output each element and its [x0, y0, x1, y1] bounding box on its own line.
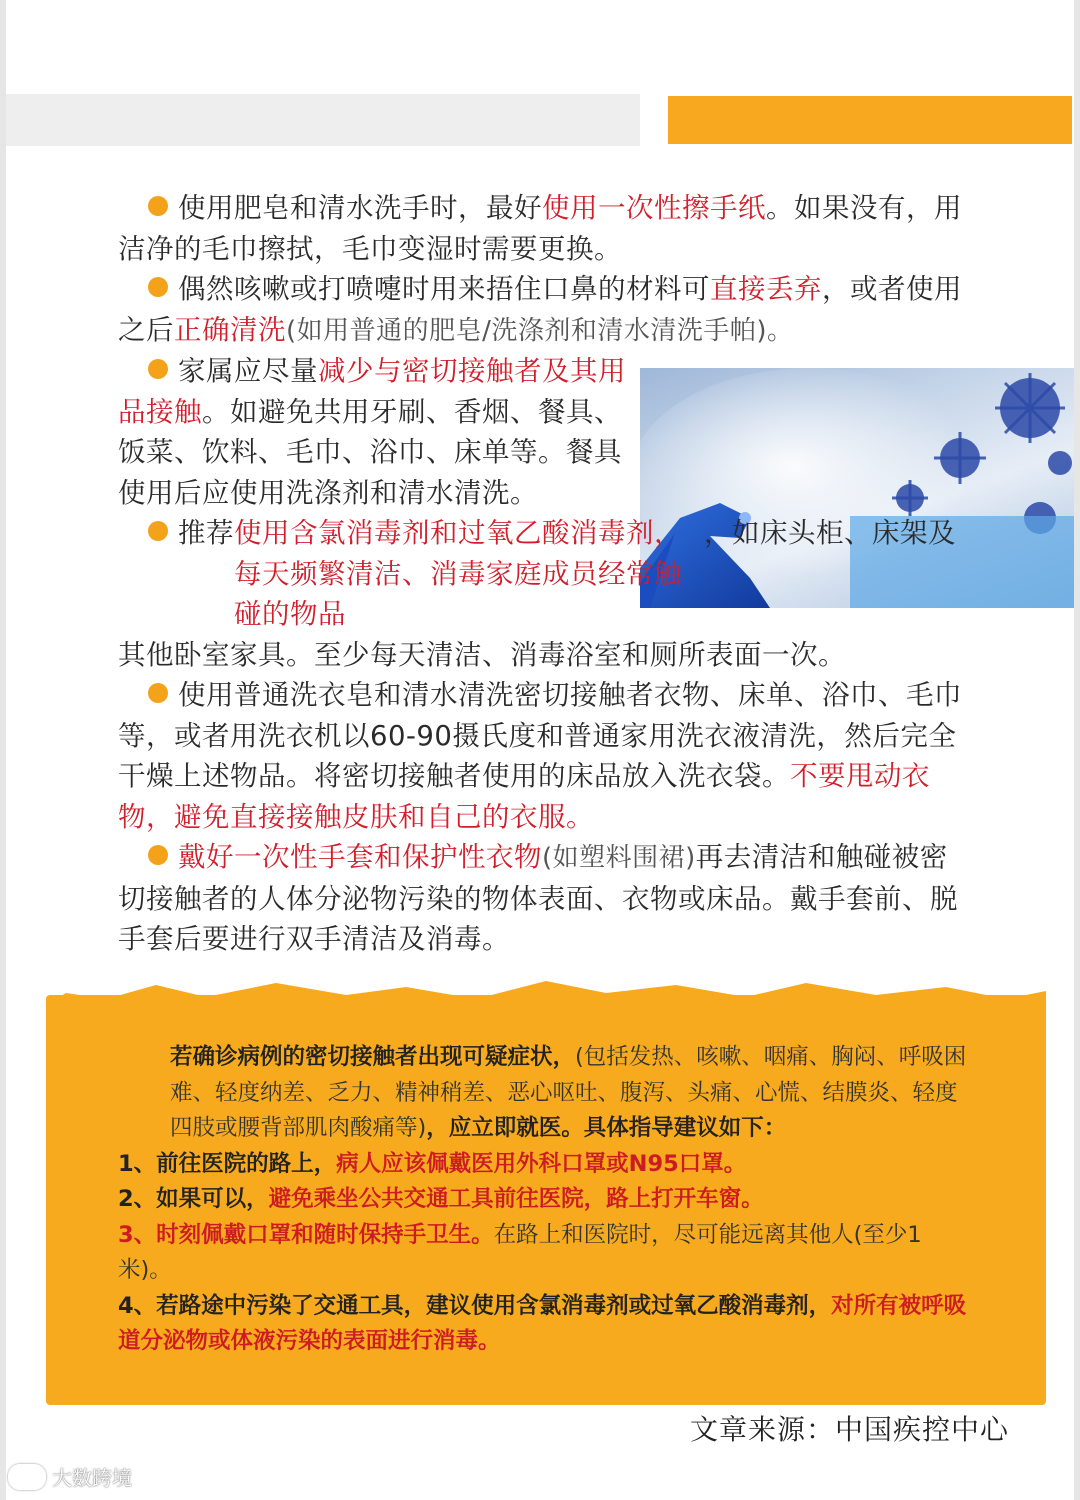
highlight-text: 不要甩动衣物，避免直接接触皮肤和自己的衣服。 [118, 760, 930, 833]
text: 。如避免共用牙刷、香烟、餐具、饭菜、饮料、毛巾、浴巾、床单等。餐具使用后应使用洗涤剂和清水清洗。 [118, 395, 622, 509]
box-intro [118, 1040, 968, 1147]
watermark-text: 大数跨境 [52, 1466, 132, 1490]
text: 使用普通洗衣皂和清水清洗密切接触者衣物、床单、浴巾、毛巾等，或者用洗衣机以60-90摄氏度和普通家用洗衣液清洗，然后完全干燥上述物品。将密切接触者使用的床品放入洗衣袋。 [118, 679, 962, 792]
paragraph-5 [118, 675, 968, 837]
box-item-3 [118, 1218, 968, 1289]
paragraph-4 [118, 513, 968, 675]
bullet-icon [148, 277, 168, 297]
paragraph-6 [118, 837, 968, 960]
text: 推荐 [178, 517, 234, 549]
box-item-1 [118, 1147, 968, 1183]
header-orange-bar [668, 96, 1072, 144]
item-prefix: 1、前往医院的路上， [118, 1150, 337, 1177]
header-gray-bar [6, 94, 640, 146]
highlight-text: 使用一次性擦手纸 [542, 192, 766, 224]
intro-bold: 若确诊病例的密切接触者出现可疑症状， [170, 1044, 576, 1070]
text: ，如床头柜、床架及其他卧室家具。至少每天清洁、消毒浴室和厕所表面一次。 [118, 517, 956, 671]
highlight-text: 减少与密切接触者及其用品接触 [118, 355, 626, 428]
text: 再去清洁和触碰被密切接触者的人体分泌物污染的物体表面、衣物或床品。戴手套前、脱手套后要进行双手清洁及消毒。 [118, 841, 958, 955]
watermark [8, 1462, 132, 1491]
item-highlight: 避免乘坐公共交通工具前往医院，路上打开车窗。 [268, 1186, 764, 1212]
item-highlight: 对所有被呼吸道分泌物或体液污染的表面进行消毒。 [118, 1292, 967, 1354]
speech-bubble-logo-icon [8, 1464, 46, 1490]
item-text: 在路上和医院时，尽可能远离其他人(至少1米)。 [118, 1221, 922, 1283]
article-source: 文章来源：中国疾控中心 [690, 1413, 1010, 1446]
left-border [0, 0, 6, 1500]
text: 家属应尽量 [178, 355, 318, 387]
main-content [118, 188, 968, 960]
bullet-icon [148, 521, 168, 541]
item-highlight: 3、时刻佩戴口罩和随时保持手卫生。 [118, 1221, 494, 1248]
text: 偶然咳嗽或打喷嚏时用来捂住口鼻的材料可 [178, 273, 710, 305]
paragraph-1 [118, 188, 968, 269]
box-item-4 [118, 1289, 968, 1360]
symptom-advice-text [118, 1040, 968, 1360]
text: 。如果没有，用洁净的毛巾擦拭，毛巾变湿时需要更换。 [118, 192, 962, 265]
paragraph-3 [118, 351, 638, 513]
item-prefix: 2、如果可以， [118, 1186, 269, 1212]
note-text: (如用普通的肥皂/洗涤剂和清水清洗手帕)。 [286, 315, 794, 346]
text: 使用肥皂和清水洗手时，最好 [178, 192, 542, 224]
bullet-icon [148, 845, 168, 865]
intro-end: ，应立即就医。具体指导建议如下： [426, 1115, 787, 1141]
item-prefix: 4、若路途中污染了交通工具，建议使用含氯消毒剂或过氧乙酸消毒剂， [118, 1292, 832, 1319]
right-border [1074, 0, 1080, 1500]
highlight-text: 直接丢弃 [710, 273, 822, 305]
item-highlight: 病人应该佩戴医用外科口罩或N95口罩。 [336, 1150, 747, 1177]
bullet-icon [148, 359, 168, 379]
highlight-text: 正确清洗 [174, 313, 286, 346]
bullet-icon [148, 683, 168, 703]
paragraph-2 [118, 269, 968, 351]
top-margin [0, 0, 1080, 92]
highlight-text: 使用含氯消毒剂和过氧乙酸消毒剂，每天频繁清洁、消毒家庭成员经常触碰的物品 [234, 517, 682, 630]
note-text: (如塑料围裙) [542, 843, 696, 873]
text: ，或者使用之后 [118, 273, 962, 346]
box-item-2 [118, 1182, 968, 1218]
intro-symptoms: (包括发热、咳嗽、咽痛、胸闷、呼吸困难、轻度纳差、乏力、精神稍差、恶心呕吐、腹泻、头痛、心慌、结膜炎、轻度四肢或腰背部肌肉酸痛等) [170, 1044, 967, 1141]
bullet-icon [148, 196, 168, 216]
highlight-text: 戴好一次性手套和保护性衣物 [178, 841, 542, 873]
